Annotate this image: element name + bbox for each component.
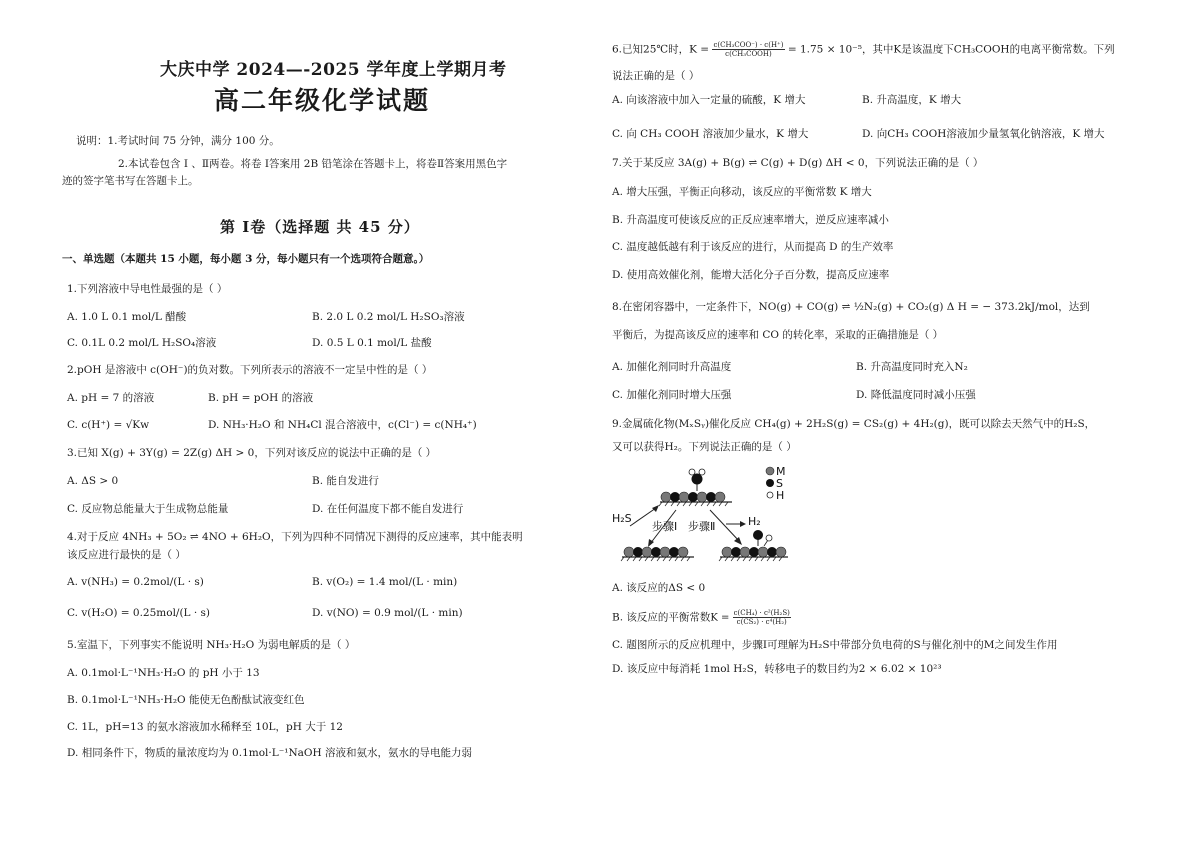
question-4-stem-cont: 该反应进行最快的是（ ） [67, 549, 186, 561]
upper-catalyst-surface [659, 469, 732, 506]
q7-option-c: C. 温度越低越有利于该反应的进行，从而提高 D 的生产效率 [612, 241, 894, 253]
q4-option-d: D. v(NO) = 0.9 mol/(L · min) [312, 607, 463, 619]
q1-option-d: D. 0.5 L 0.1 mol/L 盐酸 [312, 337, 432, 349]
q3-option-c: C. 反应物总能量大于生成物总能量 [67, 503, 229, 515]
q9-option-b-text: B. 该反应的平衡常数 [612, 611, 711, 624]
figure-legend [766, 465, 786, 502]
q7-option-a: A. 增大压强，平衡正向移动，该反应的平衡常数 K 增大 [612, 186, 872, 198]
label-step-1: 步骤Ⅰ [652, 520, 678, 533]
q2-option-b: B. pH = pOH 的溶液 [208, 392, 314, 404]
q6-prefix: 6.已知25℃时，K = [612, 43, 713, 56]
q6-option-c: C. 向 CH₃ COOH 溶液加少量水，K 增大 [612, 128, 809, 140]
q9-fraction [733, 609, 791, 626]
q6-fraction [712, 41, 784, 58]
label-step-2: 步骤Ⅱ [688, 520, 716, 533]
question-3-stem: 3.已知 X(g) + 3Y(g) = 2Z(g) ΔH > 0，下列对该反应的说法中正确的是（ ） [67, 447, 437, 459]
q4-option-a: A. v(NH₃) = 0.2mol/(L · s) [67, 576, 204, 588]
legend-sulfur: S [776, 477, 783, 490]
q1-option-a: A. 1.0 L 0.1 mol/L 醋酸 [67, 311, 187, 323]
q6-option-d: D. 向CH₃ COOH溶液加少量氢氧化钠溶液，K 增大 [862, 128, 1105, 140]
question-7-stem: 7.关于某反应 3A(g) + B(g) ⇌ C(g) + D(g) ΔH < 0，下列说法正确的是（ ） [612, 157, 984, 169]
note-line-2b: 迹的签字笔书写在答题卡上。 [62, 175, 199, 187]
question-8-stem: 8.在密闭容器中，一定条件下，NO(g) + CO(g) ⇌ ½N₂(g) + CO₂(g) Δ H = − 373.2kJ/mol，达到 [612, 301, 1090, 313]
question-1-stem: 1.下列溶液中导电性最强的是（ ） [67, 283, 228, 295]
q2-option-d: D. NH₃·H₂O 和 NH₄Cl 混合溶液中，c(Cl⁻) = c(NH₄⁺) [208, 419, 477, 431]
q9-numerator: c(CH₄) · c²(H₂S) [733, 609, 790, 617]
q8-option-b: B. 升高温度同时充入N₂ [856, 361, 968, 373]
q3-option-a: A. ΔS > 0 [67, 475, 119, 487]
q9-option-a: A. 该反应的ΔS < 0 [612, 582, 706, 594]
q9-denominator: c(CS₂) · c⁴(H₂) [736, 618, 787, 626]
q6-option-b: B. 升高温度，K 增大 [862, 94, 962, 106]
q5-option-c: C. 1L，pH=13 的氨水溶液加水稀释至 10L，pH 大于 12 [67, 721, 343, 733]
question-4-stem: 4.对于反应 4NH₃ + 5O₂ ⇌ 4NO + 6H₂O，下列为四种不同情况下测得的反应速率，其中能表明 [67, 531, 523, 543]
q4-option-c: C. v(H₂O) = 0.25mol/(L · s) [67, 607, 211, 619]
q5-option-a: A. 0.1mol·L⁻¹NH₃·H₂O 的 pH 小于 13 [67, 667, 260, 679]
q7-option-b: B. 升高温度可使该反应的正反应速率增大，逆反应速率减小 [612, 214, 889, 226]
q6-denominator: c(CH₃COOH) [725, 50, 772, 58]
q1-option-c: C. 0.1L 0.2 mol/L H₂SO₄溶液 [67, 337, 217, 349]
question-8-stem-cont: 平衡后，为提高该反应的速率和 CO 的转化率，采取的正确措施是（ ） [612, 329, 944, 341]
section-instruction: 一、单选题（本题共 15 小题，每小题 3 分，每小题只有一个选项符合题意。） [62, 253, 430, 265]
q6-suffix: = 1.75 × 10⁻⁵，其中K是该温度下CH₃COOH的电离平衡常数。下列 [784, 43, 1115, 56]
label-h2s: H₂S [612, 512, 632, 525]
q5-option-b: B. 0.1mol·L⁻¹NH₃·H₂O 能使无色酚酞试液变红色 [67, 694, 305, 706]
q6-numerator: c(CH₃COO⁻) · c(H⁺) [713, 41, 784, 49]
q9-option-b [612, 609, 791, 626]
question-5-stem: 5.室温下，下列事实不能说明 NH₃·H₂O 为弱电解质的是（ ） [67, 639, 356, 651]
q8-option-d: D. 降低温度同时减小压强 [856, 389, 976, 401]
q2-option-c: C. c(H⁺) = √Kw [67, 419, 150, 431]
q3-option-b: B. 能自发进行 [312, 475, 379, 487]
q8-option-c: C. 加催化剂同时增大压强 [612, 389, 732, 401]
label-h2: H₂ [748, 515, 761, 528]
legend-metal: M [776, 465, 786, 478]
note-line-1: 说明：1.考试时间 75 分钟，满分 100 分。 [76, 135, 280, 147]
question-9-stem-cont: 又可以获得H₂。下列说法正确的是（ ） [612, 441, 797, 453]
school-title: 大庆中学 2024—-2025 学年度上学期月考 [160, 60, 507, 80]
exam-title: 高二年级化学试题 [214, 86, 431, 115]
question-9-stem: 9.金属硫化物(MₓSᵧ)催化反应 CH₄(g) + 2H₂S(g) = CS₂(g) + 4H₂(g)，既可以除去天然气中的H₂S， [612, 418, 1096, 430]
question-2-stem: 2.pOH 是溶液中 c(OH⁻)的负对数。下列所表示的溶液不一定呈中性的是（ ） [67, 364, 433, 376]
q6-option-a: A. 向该溶液中加入一定量的硫酸，K 增大 [612, 94, 806, 106]
question-6-stem [612, 41, 1115, 58]
q8-option-a: A. 加催化剂同时升高温度 [612, 361, 732, 373]
question-6-stem-cont: 说法正确的是（ ） [612, 70, 700, 82]
q7-option-d: D. 使用高效催化剂，能增大活化分子百分数，提高反应速率 [612, 269, 890, 281]
reaction-mechanism-figure [612, 462, 812, 572]
q3-option-d: D. 在任何温度下都不能自发进行 [312, 503, 464, 515]
q9-k-label: K = [710, 612, 733, 624]
q2-option-a: A. pH = 7 的溶液 [67, 392, 155, 404]
q9-option-d: D. 该反应中每消耗 1mol H₂S，转移电子的数目约为2 × 6.02 × 10²³ [612, 663, 942, 675]
q9-option-c: C. 题图所示的反应机理中，步骤Ⅰ可理解为H₂S中带部分负电荷的S与催化剂中的M之间发生作用 [612, 639, 1058, 651]
lower-right-catalyst-surface [719, 530, 788, 561]
lower-left-catalyst-surface [621, 547, 694, 561]
q1-option-b: B. 2.0 L 0.2 mol/L H₂SO₃溶液 [312, 311, 465, 323]
note-line-2a: 2.本试卷包含 Ⅰ 、Ⅱ两卷。将卷 Ⅰ答案用 2B 铅笔涂在答题卡上，将卷Ⅱ答案用黑色字 [118, 158, 508, 170]
q5-option-d: D. 相同条件下，物质的量浓度均为 0.1mol·L⁻¹NaOH 溶液和氨水，氨水的导电能力弱 [67, 747, 473, 759]
section-title: 第 Ⅰ卷（选择题 共 45 分） [220, 218, 420, 236]
legend-hydrogen: H [776, 489, 785, 502]
q4-option-b: B. v(O₂) = 1.4 mol/(L · min) [312, 576, 458, 588]
